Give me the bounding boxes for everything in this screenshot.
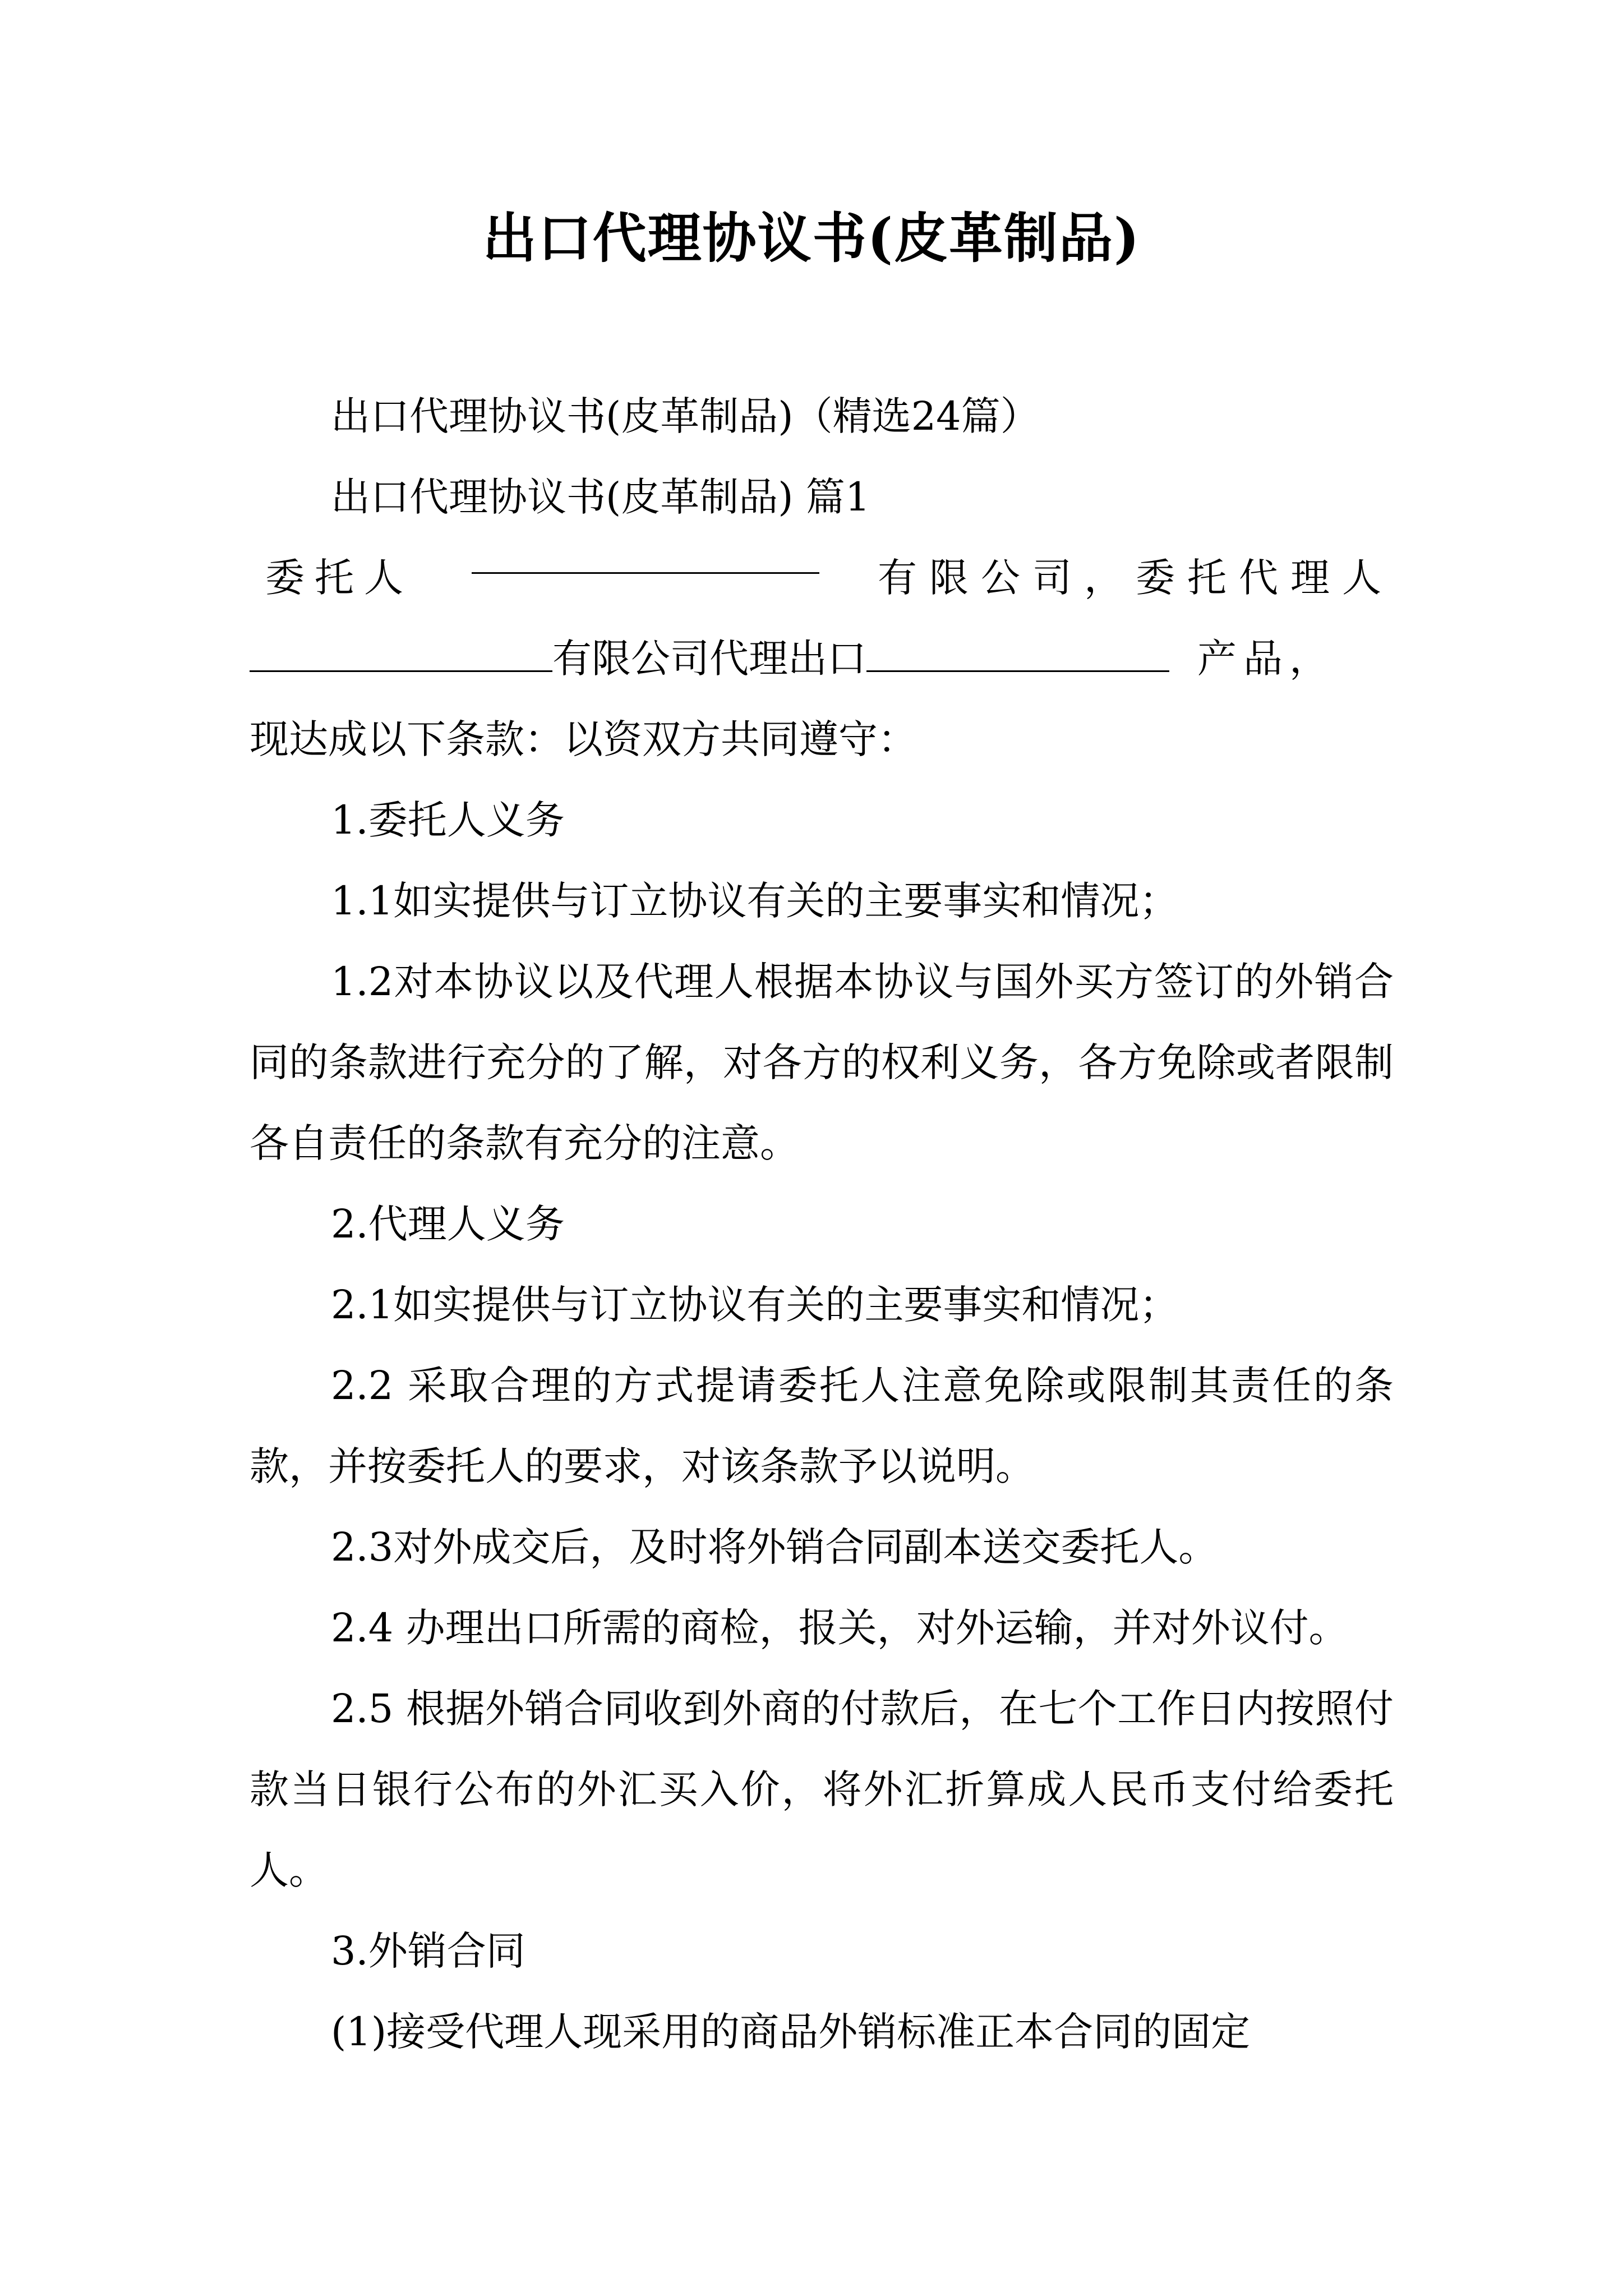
agent-name-blank xyxy=(250,636,552,672)
clause-1-2: 1.2对本协议以及代理人根据本协议与国外买方签订的外销合同的条款进行充分的了解，对各方的权利义务，各方免除或者限制各自责任的条款有充分的注意。 xyxy=(250,959,1394,1166)
clause-3-heading: 3.外销合同 xyxy=(331,1928,525,1974)
intro-part-client: 委托人 xyxy=(265,555,413,601)
clause-2-4: 2.4 办理出口所需的商检，报关，对外运输，并对外议付。 xyxy=(331,1605,1348,1651)
clause-2-1: 2.1如实提供与订立协议有关的主要事实和情况； xyxy=(331,1282,1179,1328)
section-heading: 出口代理协议书(皮革制品) 篇1 xyxy=(331,474,870,520)
intro-line-3: 现达成以下条款：以资双方共同遵守： xyxy=(250,716,917,762)
intro-part-company: 有限公司，委托代理人 xyxy=(878,555,1394,601)
clause-2-5: 2.5 根据外销合同收到外商的付款后，在七个工作日内按照付款当日银行公布的外汇买入价，将外汇折算成人民币支付给委托人。 xyxy=(250,1686,1394,1893)
clause-2-heading: 2.代理人义务 xyxy=(331,1201,565,1247)
document-body xyxy=(250,376,1394,2072)
clause-3-1: (1)接受代理人现采用的商品外销标准正本合同的固定 xyxy=(331,2009,1251,2055)
intro-part-product: 产品， xyxy=(1197,636,1335,682)
clause-1-1: 1.1如实提供与订立协议有关的主要事实和情况； xyxy=(331,878,1179,924)
intro-part-agent: 有限公司代理出口 xyxy=(552,636,866,682)
document-title: 出口代理协议书(皮革制品) xyxy=(482,206,1141,270)
product-name-blank xyxy=(866,636,1169,672)
clause-1-heading: 1.委托人义务 xyxy=(331,797,565,843)
intro-line-1 xyxy=(250,537,1394,618)
client-name-blank xyxy=(472,537,819,574)
document-subtitle: 出口代理协议书(皮革制品)（精选24篇） xyxy=(331,393,1040,439)
clause-2-3: 2.3对外成交后，及时将外销合同副本送交委托人。 xyxy=(331,1524,1218,1570)
intro-line-2 xyxy=(250,618,1394,699)
intro-paragraph xyxy=(250,537,1394,780)
clause-2-2: 2.2 采取合理的方式提请委托人注意免除或限制其责任的条款，并按委托人的要求，对该条款予以说明。 xyxy=(250,1363,1394,1489)
